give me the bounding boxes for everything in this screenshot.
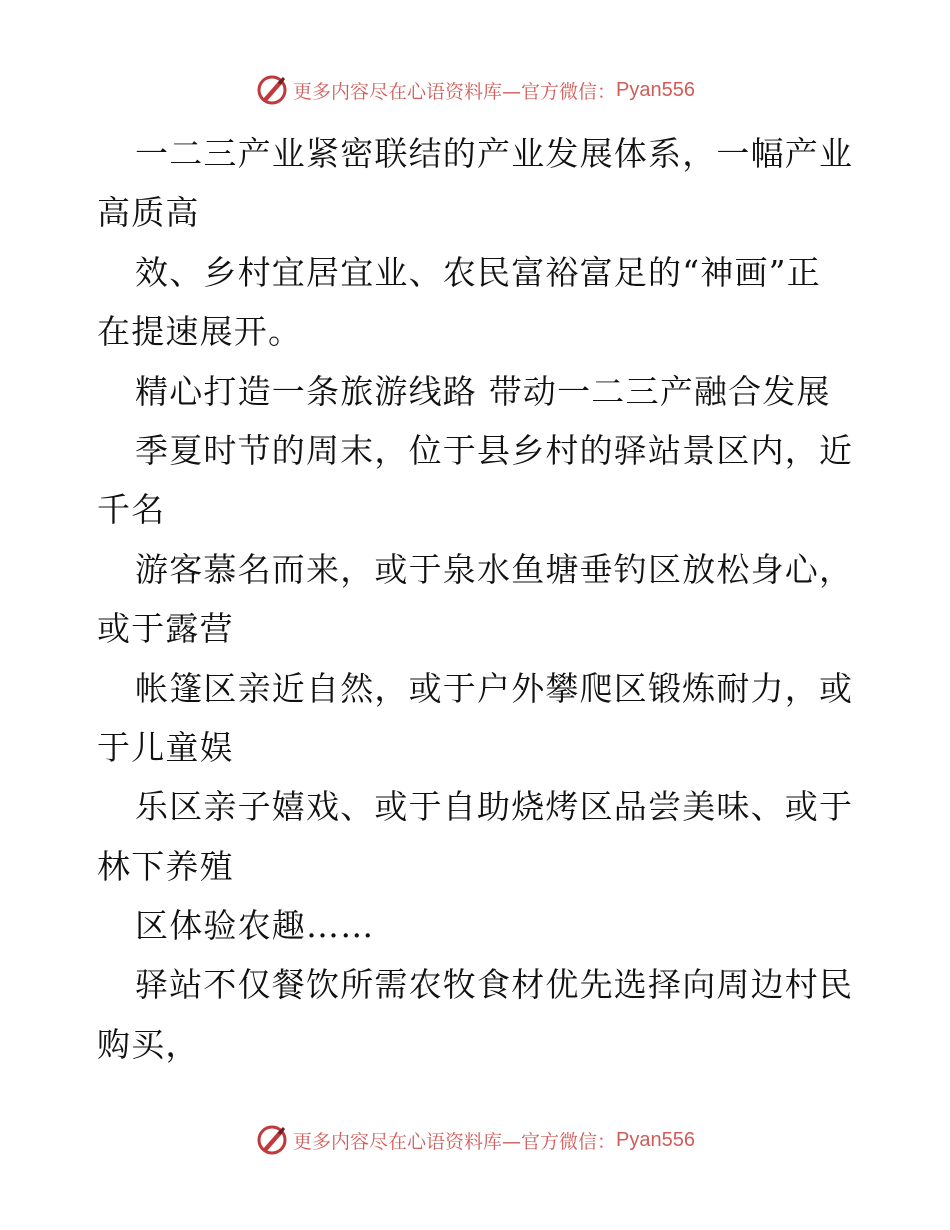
body-line: 一二三产业紧密联结的产业发展体系，一幅产业 xyxy=(135,134,854,173)
body-line: 林下养殖 xyxy=(97,846,234,886)
body-line: 千名 xyxy=(97,490,166,530)
body-line: 于儿童娱 xyxy=(97,727,234,767)
body-line: 购买， xyxy=(97,1024,200,1064)
body-line: 帐篷区亲近自然，或于户外攀爬区锻炼耐力，或 xyxy=(135,668,854,708)
body-line: 区体验农趣…… xyxy=(135,906,375,946)
body-line: 或于露营 xyxy=(97,609,234,649)
body-line: 效、乡村宜居宜业、农民富裕富足的“神画”正 xyxy=(135,252,821,292)
body-line: 在提速展开。 xyxy=(97,312,303,352)
header-banner-text: 更多内容尽在心语资料库—官方微信： xyxy=(293,80,617,103)
body-line: 精心打造一条旅游线路 带动一二三产融合发展 xyxy=(135,371,831,411)
header-banner xyxy=(0,70,950,110)
body-line: 季夏时节的周末，位于县乡村的驿站景区内，近 xyxy=(135,430,854,470)
footer-banner-text: 更多内容尽在心语资料库—官方微信： xyxy=(293,1130,617,1153)
body-line: 高质高 xyxy=(97,193,200,233)
body-line: 驿站不仅餐饮所需农牧食材优先选择向周边村民 xyxy=(135,965,854,1005)
footer-banner xyxy=(0,1120,950,1160)
pen-logo-icon xyxy=(255,73,289,107)
pen-logo-icon xyxy=(255,1123,289,1157)
body-line: 游客慕名而来，或于泉水鱼塘垂钓区放松身心， xyxy=(135,549,854,589)
footer-wechat-handle: Pyan556 xyxy=(616,1128,695,1151)
document-body xyxy=(97,124,857,1074)
body-line: 乐区亲子嬉戏、或于自助烧烤区品尝美味、或于 xyxy=(135,787,854,827)
header-wechat-handle: Pyan556 xyxy=(616,78,695,101)
